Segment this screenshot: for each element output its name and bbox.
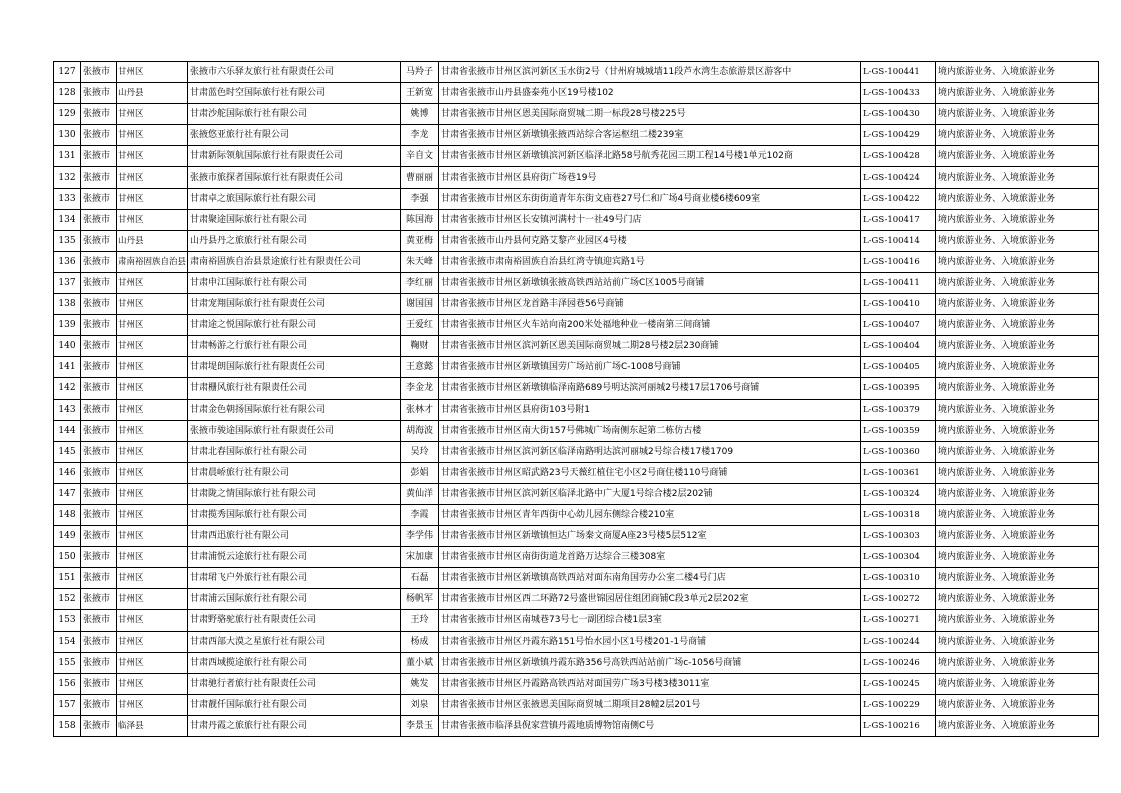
business-scope-cell: 境内旅游业务、入境旅游业务 [936,526,1099,547]
legal-person-cell: 李金龙 [401,378,439,399]
address-cell: 甘肃省张掖市甘州区丹霞东路151号怡水园小区1号楼201-1号商铺 [439,631,861,652]
address-cell: 甘肃省张掖市甘州区西二环路72号盛世锦园居住组团商铺C段3单元2层202室 [439,589,861,610]
row-number-cell: 140 [54,336,81,357]
address-cell: 甘肃省张掖市甘州区新墩镇高铁西站对面东南角国劳办公室二楼4号门店 [439,568,861,589]
company-name-cell: 甘肃栅风旅行社有限责任公司 [188,378,401,399]
legal-person-cell: 吴玲 [401,441,439,462]
license-number-cell: L-GS-100271 [861,610,936,631]
company-name-cell: 甘肃珺飞户外旅行社有限公司 [188,568,401,589]
city-cell: 张掖市 [81,230,117,251]
district-cell: 甘州区 [117,104,188,125]
city-cell: 张掖市 [81,462,117,483]
row-number-cell: 142 [54,378,81,399]
city-cell: 张掖市 [81,420,117,441]
table-row [54,504,1099,525]
license-number-cell: L-GS-100395 [861,378,936,399]
business-scope-cell: 境内旅游业务、入境旅游业务 [936,441,1099,462]
table-row [54,673,1099,694]
district-cell: 甘州区 [117,146,188,167]
legal-person-cell: 李强 [401,188,439,209]
address-cell: 甘肃省张掖市甘州区张掖恩美国际商贸城二期项目28幢2层201号 [439,694,861,715]
table-row [54,230,1099,251]
table-row [54,188,1099,209]
travel-agency-table [53,61,1099,737]
address-cell: 甘肃省张掖市甘州区新墩镇滨河新区临泽北路58号航秀花园三期工程14号楼1单元102商 [439,146,861,167]
table-row [54,294,1099,315]
legal-person-cell: 王新宽 [401,83,439,104]
legal-person-cell: 李学伟 [401,526,439,547]
business-scope-cell: 境内旅游业务、入境旅游业务 [936,272,1099,293]
city-cell: 张掖市 [81,146,117,167]
table-row [54,209,1099,230]
city-cell: 张掖市 [81,167,117,188]
license-number-cell: L-GS-100318 [861,504,936,525]
business-scope-cell: 境内旅游业务、入境旅游业务 [936,610,1099,631]
table-row [54,589,1099,610]
address-cell: 甘肃省张掖市甘州区新墩镇张掖高铁西站站前广场C区1005号商铺 [439,272,861,293]
business-scope-cell: 境内旅游业务、入境旅游业务 [936,357,1099,378]
row-number-cell: 132 [54,167,81,188]
legal-person-cell: 石磊 [401,568,439,589]
district-cell: 甘州区 [117,62,188,83]
row-number-cell: 141 [54,357,81,378]
business-scope-cell: 境内旅游业务、入境旅游业务 [936,547,1099,568]
table-row [54,336,1099,357]
license-number-cell: L-GS-100405 [861,357,936,378]
legal-person-cell: 朱天峰 [401,251,439,272]
address-cell: 甘肃省张掖市甘州区滨河新区临泽南路明达滨河丽城2号综合楼17楼1709 [439,441,861,462]
city-cell: 张掖市 [81,715,117,736]
city-cell: 张掖市 [81,399,117,420]
district-cell: 甘州区 [117,336,188,357]
address-cell: 甘肃省张掖市山丹县盛泰苑小区19号楼102 [439,83,861,104]
business-scope-cell: 境内旅游业务、入境旅游业务 [936,62,1099,83]
legal-person-cell: 辛自文 [401,146,439,167]
license-number-cell: L-GS-100359 [861,420,936,441]
legal-person-cell: 李红丽 [401,272,439,293]
address-cell: 甘肃省张掖市肃南裕固族自治县红湾寺镇迎宾路1号 [439,251,861,272]
city-cell: 张掖市 [81,631,117,652]
district-cell: 甘州区 [117,125,188,146]
city-cell: 张掖市 [81,357,117,378]
city-cell: 张掖市 [81,104,117,125]
license-number-cell: L-GS-100422 [861,188,936,209]
row-number-cell: 153 [54,610,81,631]
address-cell: 甘肃省张掖市临泽县倪家营镇丹霞地质博物馆南侧C号 [439,715,861,736]
legal-person-cell: 张林才 [401,399,439,420]
district-cell: 山丹县 [117,83,188,104]
table-row [54,62,1099,83]
license-number-cell: L-GS-100416 [861,251,936,272]
row-number-cell: 145 [54,441,81,462]
district-cell: 甘州区 [117,610,188,631]
table-row [54,315,1099,336]
legal-person-cell: 曹丽丽 [401,167,439,188]
row-number-cell: 156 [54,673,81,694]
address-cell: 甘肃省张掖市甘州区南城巷73号七一副团综合楼1层3室 [439,610,861,631]
table-row [54,146,1099,167]
legal-person-cell: 谢国国 [401,294,439,315]
business-scope-cell: 境内旅游业务、入境旅游业务 [936,251,1099,272]
address-cell: 甘肃省张掖市甘州区丹霞路高铁西站对面国劳广场3号楼3楼3011室 [439,673,861,694]
city-cell: 张掖市 [81,694,117,715]
city-cell: 张掖市 [81,547,117,568]
business-scope-cell: 境内旅游业务、入境旅游业务 [936,568,1099,589]
row-number-cell: 147 [54,483,81,504]
company-name-cell: 山丹县丹之旅旅行社有限公司 [188,230,401,251]
business-scope-cell: 境内旅游业务、入境旅游业务 [936,230,1099,251]
city-cell: 张掖市 [81,673,117,694]
business-scope-cell: 境内旅游业务、入境旅游业务 [936,336,1099,357]
row-number-cell: 138 [54,294,81,315]
district-cell: 甘州区 [117,483,188,504]
company-name-cell: 张掖市六乐驿友旅行社有限责任公司 [188,62,401,83]
company-name-cell: 甘肃驰行者旅行社有限责任公司 [188,673,401,694]
legal-person-cell: 李景玉 [401,715,439,736]
business-scope-cell: 境内旅游业务、入境旅游业务 [936,673,1099,694]
district-cell: 山丹县 [117,230,188,251]
city-cell: 张掖市 [81,378,117,399]
address-cell: 甘肃省张掖市甘州区长安镇河满村十一社49号门店 [439,209,861,230]
legal-person-cell: 刘泉 [401,694,439,715]
district-cell: 甘州区 [117,462,188,483]
license-number-cell: L-GS-100229 [861,694,936,715]
legal-person-cell: 董小斌 [401,652,439,673]
legal-person-cell: 李霞 [401,504,439,525]
company-name-cell: 甘肃蓝色时空国际旅行社有限公司 [188,83,401,104]
district-cell: 甘州区 [117,441,188,462]
legal-person-cell: 马羚子 [401,62,439,83]
company-name-cell: 甘肃堤朗国际旅行社有限责任公司 [188,357,401,378]
company-name-cell: 甘肃申江国际旅行社有限公司 [188,272,401,293]
address-cell: 甘肃省张掖市甘州区南街街道龙首路万达综合三楼308室 [439,547,861,568]
row-number-cell: 144 [54,420,81,441]
license-number-cell: L-GS-100324 [861,483,936,504]
company-name-cell: 甘肃丹霞之旅旅行社有限公司 [188,715,401,736]
business-scope-cell: 境内旅游业务、入境旅游业务 [936,125,1099,146]
city-cell: 张掖市 [81,83,117,104]
legal-person-cell: 陈国海 [401,209,439,230]
legal-person-cell: 彭娟 [401,462,439,483]
company-name-cell: 甘肃浦悦云途旅行社有限公司 [188,547,401,568]
address-cell: 甘肃省张掖市甘州区新墩镇丹霞东路356号高铁西站站前广场c-1056号商铺 [439,652,861,673]
legal-person-cell: 黄亚梅 [401,230,439,251]
license-number-cell: L-GS-100428 [861,146,936,167]
district-cell: 甘州区 [117,673,188,694]
table-row [54,167,1099,188]
city-cell: 张掖市 [81,589,117,610]
company-name-cell: 甘肃聚途国际旅行社有限公司 [188,209,401,230]
city-cell: 张掖市 [81,336,117,357]
row-number-cell: 139 [54,315,81,336]
address-cell: 甘肃省张掖市甘州区滨河新区临泽北路中广大厦1号综合楼2层202铺 [439,483,861,504]
district-cell: 甘州区 [117,188,188,209]
address-cell: 甘肃省张掖市山丹县何克路艾黎产业园区4号楼 [439,230,861,251]
license-number-cell: L-GS-100411 [861,272,936,293]
address-cell: 甘肃省张掖市甘州区东街街道青年东街文庙巷27号仁和广场4号商业楼6楼609室 [439,188,861,209]
district-cell: 甘州区 [117,272,188,293]
business-scope-cell: 境内旅游业务、入境旅游业务 [936,315,1099,336]
table-row [54,399,1099,420]
city-cell: 张掖市 [81,209,117,230]
table-row [54,83,1099,104]
district-cell: 甘州区 [117,357,188,378]
row-number-cell: 154 [54,631,81,652]
business-scope-cell: 境内旅游业务、入境旅游业务 [936,420,1099,441]
address-cell: 甘肃省张掖市甘州区火车站向南200米处福地种业一楼南第三间商铺 [439,315,861,336]
row-number-cell: 137 [54,272,81,293]
legal-person-cell: 黄仙洋 [401,483,439,504]
company-name-cell: 甘肃金色朝扬国际旅行社有限公司 [188,399,401,420]
table-row [54,357,1099,378]
address-cell: 甘肃省张掖市甘州区滨河新区恩美国际商贸城二期28号楼2层230商铺 [439,336,861,357]
license-number-cell: L-GS-100310 [861,568,936,589]
company-name-cell: 甘肃畅游之行旅行社有限公司 [188,336,401,357]
district-cell: 甘州区 [117,504,188,525]
legal-person-cell: 王爱红 [401,315,439,336]
business-scope-cell: 境内旅游业务、入境旅游业务 [936,294,1099,315]
company-name-cell: 甘肃西部大漠之星旅行社有限公司 [188,631,401,652]
license-number-cell: L-GS-100414 [861,230,936,251]
row-number-cell: 152 [54,589,81,610]
business-scope-cell: 境内旅游业务、入境旅游业务 [936,462,1099,483]
legal-person-cell: 宋加康 [401,547,439,568]
table-row [54,462,1099,483]
business-scope-cell: 境内旅游业务、入境旅游业务 [936,83,1099,104]
company-name-cell: 张掖市旅探者国际旅行社有限责任公司 [188,167,401,188]
business-scope-cell: 境内旅游业务、入境旅游业务 [936,378,1099,399]
city-cell: 张掖市 [81,62,117,83]
city-cell: 张掖市 [81,188,117,209]
district-cell: 甘州区 [117,652,188,673]
license-number-cell: L-GS-100360 [861,441,936,462]
city-cell: 张掖市 [81,272,117,293]
row-number-cell: 149 [54,526,81,547]
table-row [54,420,1099,441]
table-row [54,441,1099,462]
row-number-cell: 136 [54,251,81,272]
table-body [54,62,1099,737]
city-cell: 张掖市 [81,483,117,504]
row-number-cell: 129 [54,104,81,125]
row-number-cell: 133 [54,188,81,209]
license-number-cell: L-GS-100245 [861,673,936,694]
company-name-cell: 甘肃浦云国际旅行社有限公司 [188,589,401,610]
company-name-cell: 甘肃陇之情国际旅行社有限公司 [188,483,401,504]
legal-person-cell: 王意懿 [401,357,439,378]
address-cell: 甘肃省张掖市甘州区龙首路丰泽园巷56号商铺 [439,294,861,315]
district-cell: 甘州区 [117,209,188,230]
address-cell: 甘肃省张掖市甘州区新墩镇国劳广场站前广场C-1008号商铺 [439,357,861,378]
license-number-cell: L-GS-100361 [861,462,936,483]
district-cell: 甘州区 [117,315,188,336]
city-cell: 张掖市 [81,315,117,336]
legal-person-cell: 王玲 [401,610,439,631]
district-cell: 甘州区 [117,378,188,399]
license-number-cell: L-GS-100244 [861,631,936,652]
district-cell: 甘州区 [117,547,188,568]
table-row [54,547,1099,568]
row-number-cell: 131 [54,146,81,167]
legal-person-cell: 胡海波 [401,420,439,441]
row-number-cell: 155 [54,652,81,673]
company-name-cell: 甘肃新际领航国际旅行社有限责任公司 [188,146,401,167]
address-cell: 甘肃省张掖市甘州区青年西街中心幼儿园东侧综合楼210室 [439,504,861,525]
table-row [54,251,1099,272]
city-cell: 张掖市 [81,568,117,589]
city-cell: 张掖市 [81,610,117,631]
city-cell: 张掖市 [81,441,117,462]
business-scope-cell: 境内旅游业务、入境旅游业务 [936,209,1099,230]
district-cell: 甘州区 [117,399,188,420]
address-cell: 甘肃省张掖市甘州区新墩镇张掖西站综合客运枢纽二楼239室 [439,125,861,146]
city-cell: 张掖市 [81,504,117,525]
business-scope-cell: 境内旅游业务、入境旅游业务 [936,589,1099,610]
row-number-cell: 151 [54,568,81,589]
license-number-cell: L-GS-100404 [861,336,936,357]
table-row [54,652,1099,673]
district-cell: 甘州区 [117,568,188,589]
district-cell: 肃南裕固族自治县 [117,251,188,272]
table-row [54,104,1099,125]
company-name-cell: 甘肃揽秀国际旅行社有限公司 [188,504,401,525]
address-cell: 甘肃省张掖市甘州区县府街广场巷19号 [439,167,861,188]
address-cell: 甘肃省张掖市甘州区新墩镇临泽南路689号明达滨河丽城2号楼17层1706号商铺 [439,378,861,399]
company-name-cell: 甘肃靓仟国际旅行社有限公司 [188,694,401,715]
table-row [54,568,1099,589]
row-number-cell: 157 [54,694,81,715]
row-number-cell: 130 [54,125,81,146]
row-number-cell: 146 [54,462,81,483]
table-row [54,483,1099,504]
row-number-cell: 134 [54,209,81,230]
business-scope-cell: 境内旅游业务、入境旅游业务 [936,399,1099,420]
district-cell: 甘州区 [117,294,188,315]
license-number-cell: L-GS-100216 [861,715,936,736]
license-number-cell: L-GS-100441 [861,62,936,83]
company-name-cell: 肃南裕固族自治县景途旅行社有限责任公司 [188,251,401,272]
license-number-cell: L-GS-100407 [861,315,936,336]
district-cell: 甘州区 [117,631,188,652]
license-number-cell: L-GS-100379 [861,399,936,420]
company-name-cell: 甘肃北春国际旅行社有限公司 [188,441,401,462]
license-number-cell: L-GS-100433 [861,83,936,104]
row-number-cell: 158 [54,715,81,736]
license-number-cell: L-GS-100410 [861,294,936,315]
table-row [54,272,1099,293]
row-number-cell: 150 [54,547,81,568]
business-scope-cell: 境内旅游业务、入境旅游业务 [936,104,1099,125]
table-row [54,715,1099,736]
city-cell: 张掖市 [81,294,117,315]
district-cell: 甘州区 [117,694,188,715]
legal-person-cell: 姚博 [401,104,439,125]
legal-person-cell: 杨帆军 [401,589,439,610]
table-row [54,526,1099,547]
business-scope-cell: 境内旅游业务、入境旅游业务 [936,167,1099,188]
address-cell: 甘肃省张掖市甘州区县府街103号附1 [439,399,861,420]
company-name-cell: 甘肃宠翔国际旅行社有限责任公司 [188,294,401,315]
business-scope-cell: 境内旅游业务、入境旅游业务 [936,188,1099,209]
address-cell: 甘肃省张掖市甘州区南大街157号佛城广场南侧东起第二栋仿古楼 [439,420,861,441]
table-row [54,631,1099,652]
company-name-cell: 甘肃西域揽途旅行社有限公司 [188,652,401,673]
business-scope-cell: 境内旅游业务、入境旅游业务 [936,631,1099,652]
table-row [54,125,1099,146]
license-number-cell: L-GS-100429 [861,125,936,146]
city-cell: 张掖市 [81,526,117,547]
business-scope-cell: 境内旅游业务、入境旅游业务 [936,483,1099,504]
company-name-cell: 甘肃途之悦国际旅行社有限公司 [188,315,401,336]
district-cell: 甘州区 [117,420,188,441]
district-cell: 甘州区 [117,589,188,610]
license-number-cell: L-GS-100417 [861,209,936,230]
row-number-cell: 148 [54,504,81,525]
company-name-cell: 甘肃卓之旅国际旅行社有限公司 [188,188,401,209]
legal-person-cell: 李龙 [401,125,439,146]
city-cell: 张掖市 [81,125,117,146]
legal-person-cell: 鞠财 [401,336,439,357]
license-number-cell: L-GS-100246 [861,652,936,673]
table-row [54,378,1099,399]
row-number-cell: 128 [54,83,81,104]
license-number-cell: L-GS-100304 [861,547,936,568]
district-cell: 甘州区 [117,167,188,188]
business-scope-cell: 境内旅游业务、入境旅游业务 [936,146,1099,167]
row-number-cell: 143 [54,399,81,420]
city-cell: 张掖市 [81,251,117,272]
city-cell: 张掖市 [81,652,117,673]
license-number-cell: L-GS-100430 [861,104,936,125]
row-number-cell: 127 [54,62,81,83]
business-scope-cell: 境内旅游业务、入境旅游业务 [936,715,1099,736]
company-name-cell: 张掖市骏途国际旅行社有限责任公司 [188,420,401,441]
legal-person-cell: 姚发 [401,673,439,694]
legal-person-cell: 杨成 [401,631,439,652]
business-scope-cell: 境内旅游业务、入境旅游业务 [936,504,1099,525]
company-name-cell: 甘肃沙舵国际旅行社有限公司 [188,104,401,125]
address-cell: 甘肃省张掖市甘州区昭武路23号天薇红植住宅小区2号商住楼110号商铺 [439,462,861,483]
business-scope-cell: 境内旅游业务、入境旅游业务 [936,652,1099,673]
row-number-cell: 135 [54,230,81,251]
company-name-cell: 甘肃西迅旅行社有限公司 [188,526,401,547]
company-name-cell: 张掖悠亚旅行社有限公司 [188,125,401,146]
license-number-cell: L-GS-100303 [861,526,936,547]
table-row [54,694,1099,715]
license-number-cell: L-GS-100272 [861,589,936,610]
district-cell: 临泽县 [117,715,188,736]
address-cell: 甘肃省张掖市甘州区恩美国际商贸城二期一标段28号楼225号 [439,104,861,125]
address-cell: 甘肃省张掖市甘州区滨河新区玉水街2号（甘州府城城墙11段芦水湾生态旅游景区游客中 [439,62,861,83]
company-name-cell: 甘肃野骆驼旅行社有限责任公司 [188,610,401,631]
business-scope-cell: 境内旅游业务、入境旅游业务 [936,694,1099,715]
address-cell: 甘肃省张掖市甘州区新墩镇恒达广场秦文商厦A座23号楼5层512室 [439,526,861,547]
license-number-cell: L-GS-100424 [861,167,936,188]
table-row [54,610,1099,631]
district-cell: 甘州区 [117,526,188,547]
company-name-cell: 甘肃晨峤旅行社有限公司 [188,462,401,483]
